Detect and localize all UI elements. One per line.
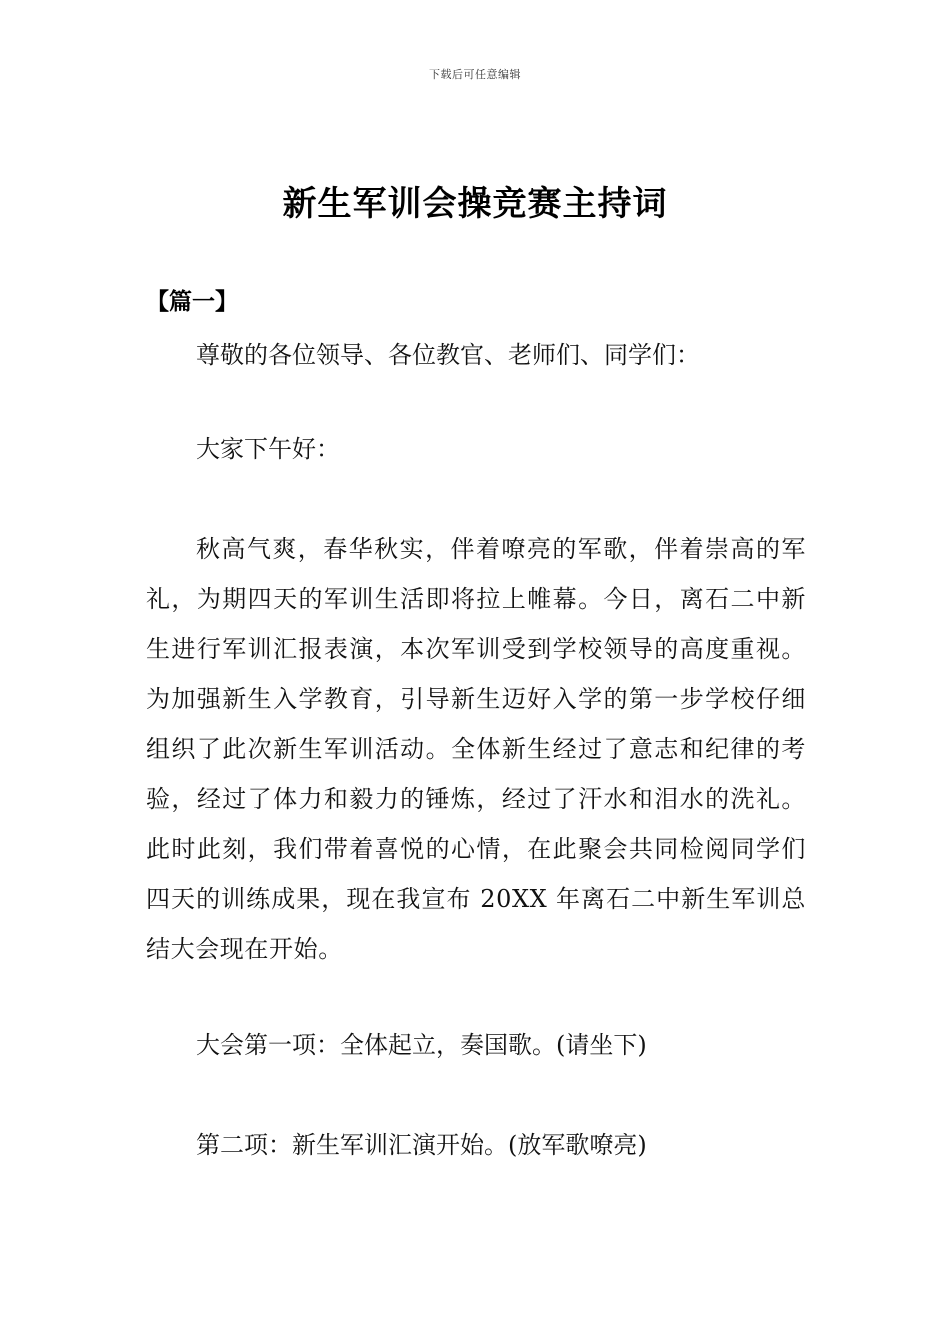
body-paragraph: 秋高气爽，春华秋实，伴着嘹亮的军歌，伴着崇高的军礼，为期四天的军训生活即将拉上帷幕。今日，离石二中新生进行军训汇报表演，本次军训受到学校领导的高度重视。为加强新生入学教育，引导新生迈好入学的第一步学校仔细组织了此次新生军训活动。全体新生经过了意志和纪律的考验，经过了体力和毅力的锤炼，经过了汗水和泪水的洗礼。此时此刻，我们带着喜悦的心情，在此聚会共同检阅同学们四天的训练成果，现在我宣布 20XX 年离石二中新生军训总结大会现在开始。: [146, 535, 806, 963]
agenda-item-2: 第二项：新生军训汇演开始。(放军歌嘹亮): [196, 1131, 647, 1159]
section-label: 【篇一】: [146, 288, 238, 315]
greeting-line: 尊敬的各位领导、各位教官、老师们、同学们：: [196, 341, 700, 369]
header-note: 下载后可任意编辑: [429, 68, 521, 81]
salute-line: 大家下午好：: [196, 435, 340, 463]
document-title: 新生军训会操竞赛主持词: [282, 184, 668, 224]
agenda-item-1: 大会第一项：全体起立，奏国歌。(请坐下): [196, 1031, 647, 1059]
